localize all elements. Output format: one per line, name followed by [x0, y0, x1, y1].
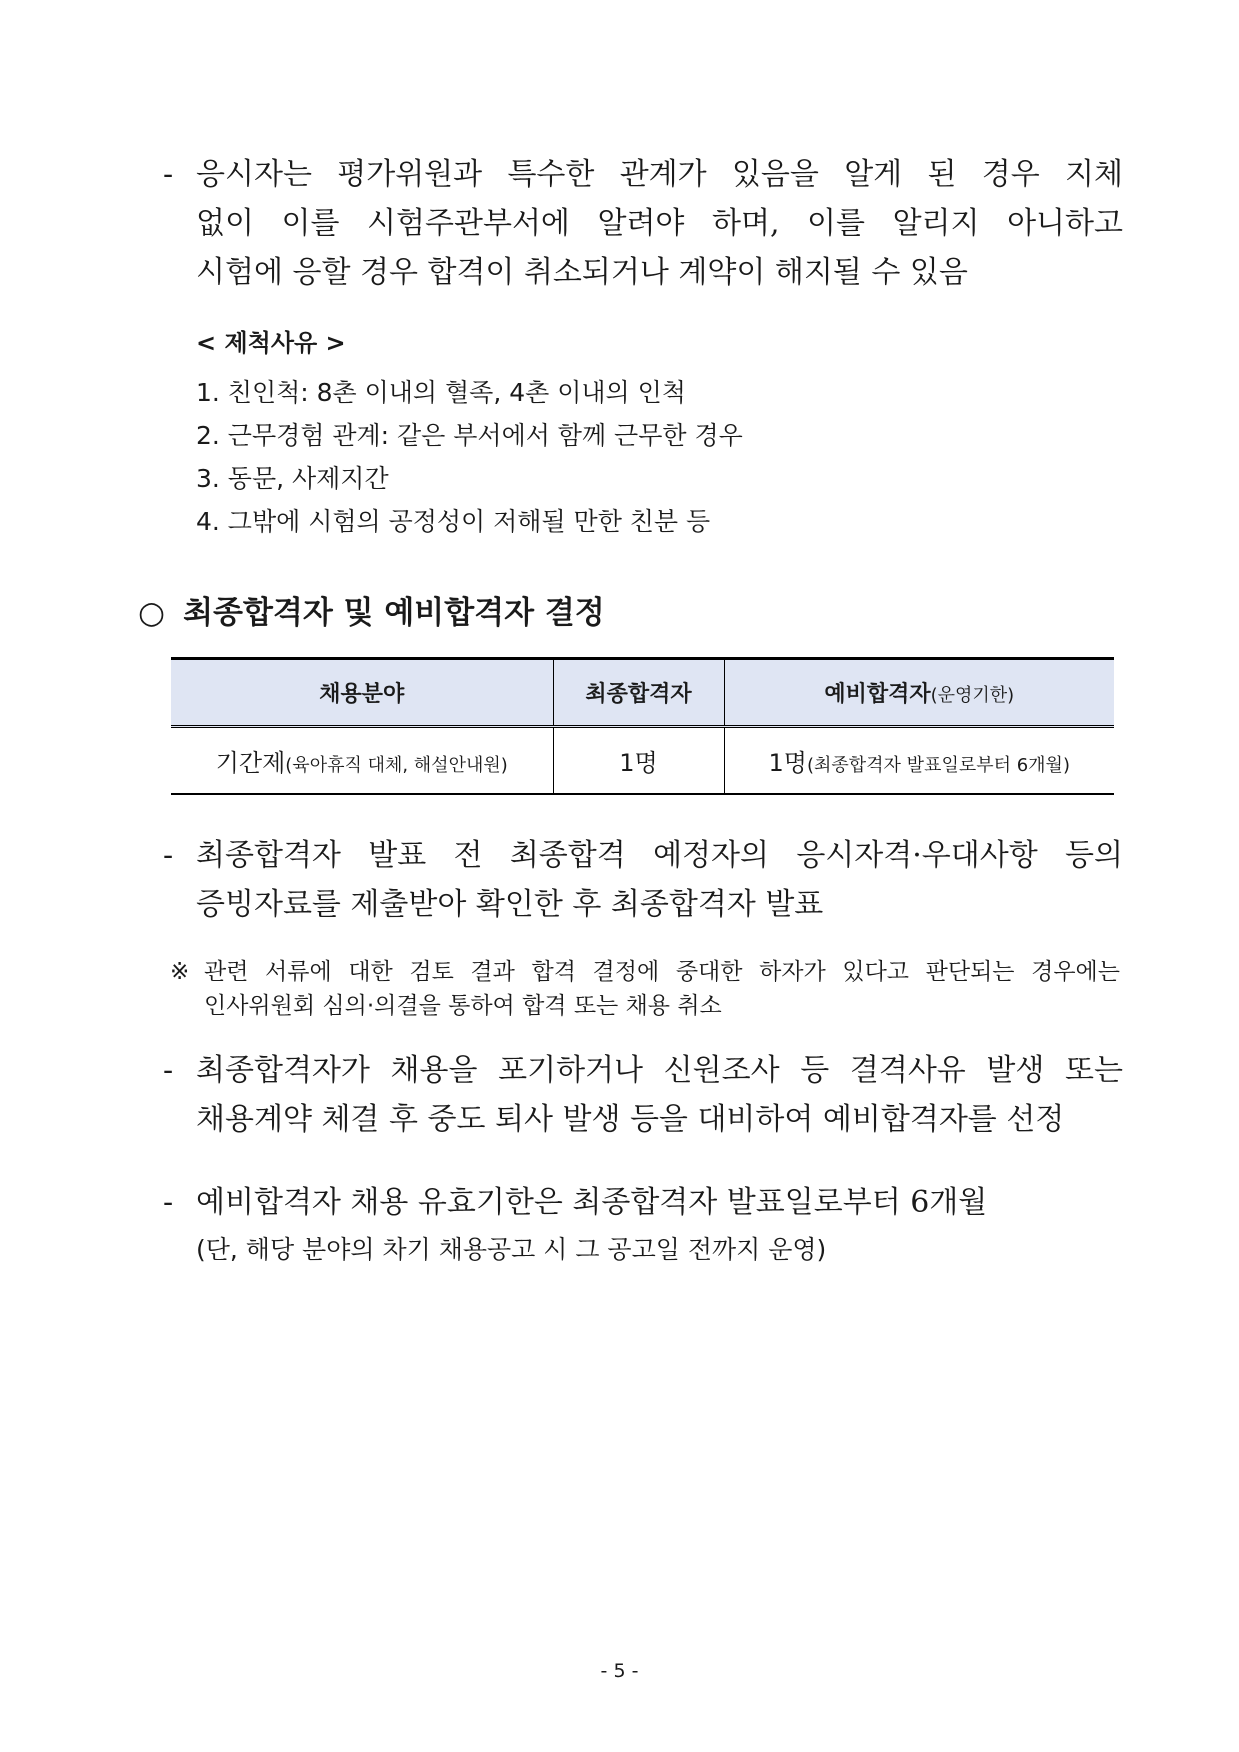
list-item: 3. 동문, 사제지간 — [196, 464, 389, 493]
header-reserve-label: 예비합격자 — [824, 682, 931, 707]
header-reserve — [724, 659, 1114, 727]
dash-bullet: - — [163, 1185, 174, 1220]
table-row — [171, 727, 1114, 795]
paragraph-line: 최종합격자 발표 전 최종합격 예정자의 응시자격·우대사항 등의 — [196, 838, 1123, 873]
selection-table — [171, 657, 1114, 795]
cell-field-note: (육아휴직 대체, 해설안내원) — [285, 755, 508, 776]
paragraph-line: 증빙자료를 제출받아 확인한 후 최종합격자 발표 — [196, 887, 824, 922]
paragraph-line: 예비합격자 채용 유효기한은 최종합격자 발표일로부터 6개월 — [196, 1185, 988, 1220]
reference-mark-icon: ※ — [170, 959, 190, 985]
header-reserve-note: (운영기한) — [930, 685, 1015, 706]
exclusion-reasons-list — [196, 371, 743, 543]
validity-paragraph — [163, 1178, 1123, 1227]
paragraph-line: 최종합격자가 채용을 포기하거나 신원조사 등 결격사유 발생 또는 — [196, 1053, 1123, 1088]
dash-bullet: - — [163, 838, 174, 873]
validity-note: (단, 해당 분야의 차기 채용공고 시 그 공고일 전까지 운영) — [196, 1235, 827, 1264]
paragraph-line: 시험에 응할 경우 합격이 취소되거나 계약이 해지될 수 있음 — [196, 255, 968, 290]
circle-bullet-icon: ○ — [138, 595, 166, 631]
list-item: 1. 친인척: 8촌 이내의 혈족, 4촌 이내의 인척 — [196, 378, 686, 407]
note-line: 인사위원회 심의·의결을 통하여 합격 또는 채용 취소 — [204, 993, 722, 1019]
exclusion-reasons-title: < 제척사유 > — [196, 329, 346, 357]
note-line: 관련 서류에 대한 검토 결과 합격 결정에 중대한 하자가 있다고 판단되는 경우에는 — [204, 959, 1120, 985]
verification-paragraph — [163, 831, 1123, 929]
section-heading — [138, 587, 605, 632]
dash-bullet: - — [163, 157, 174, 192]
list-item: 4. 그밖에 시험의 공정성이 저해될 만한 친분 등 — [196, 507, 711, 536]
cell-final: 1명 — [553, 727, 724, 795]
table-header-row — [171, 659, 1114, 727]
section-title: 최종합격자 및 예비합격자 결정 — [183, 595, 605, 631]
cell-reserve-note: (최종합격자 발표일로부터 6개월) — [806, 755, 1070, 776]
cell-reserve-value: 1명 — [768, 749, 807, 777]
paragraph-line: 응시자는 평가위원과 특수한 관계가 있음을 알게 된 경우 지체 — [196, 157, 1123, 192]
paragraph-line: 없이 이를 시험주관부서에 알려야 하며, 이를 알리지 아니하고 — [196, 206, 1123, 241]
conflict-of-interest-paragraph — [163, 150, 1123, 297]
cell-field — [171, 727, 553, 795]
dash-bullet: - — [163, 1053, 174, 1088]
cell-reserve — [724, 727, 1114, 795]
reserve-selection-paragraph — [163, 1046, 1123, 1144]
cell-field-value: 기간제 — [215, 749, 286, 777]
page-number: - 5 - — [600, 1660, 639, 1682]
reference-note — [170, 955, 1120, 1023]
header-field: 채용분야 — [171, 659, 553, 727]
paragraph-line: 채용계약 체결 후 중도 퇴사 발생 등을 대비하여 예비합격자를 선정 — [196, 1102, 1065, 1137]
list-item: 2. 근무경험 관계: 같은 부서에서 함께 근무한 경우 — [196, 421, 743, 450]
header-final: 최종합격자 — [553, 659, 724, 727]
